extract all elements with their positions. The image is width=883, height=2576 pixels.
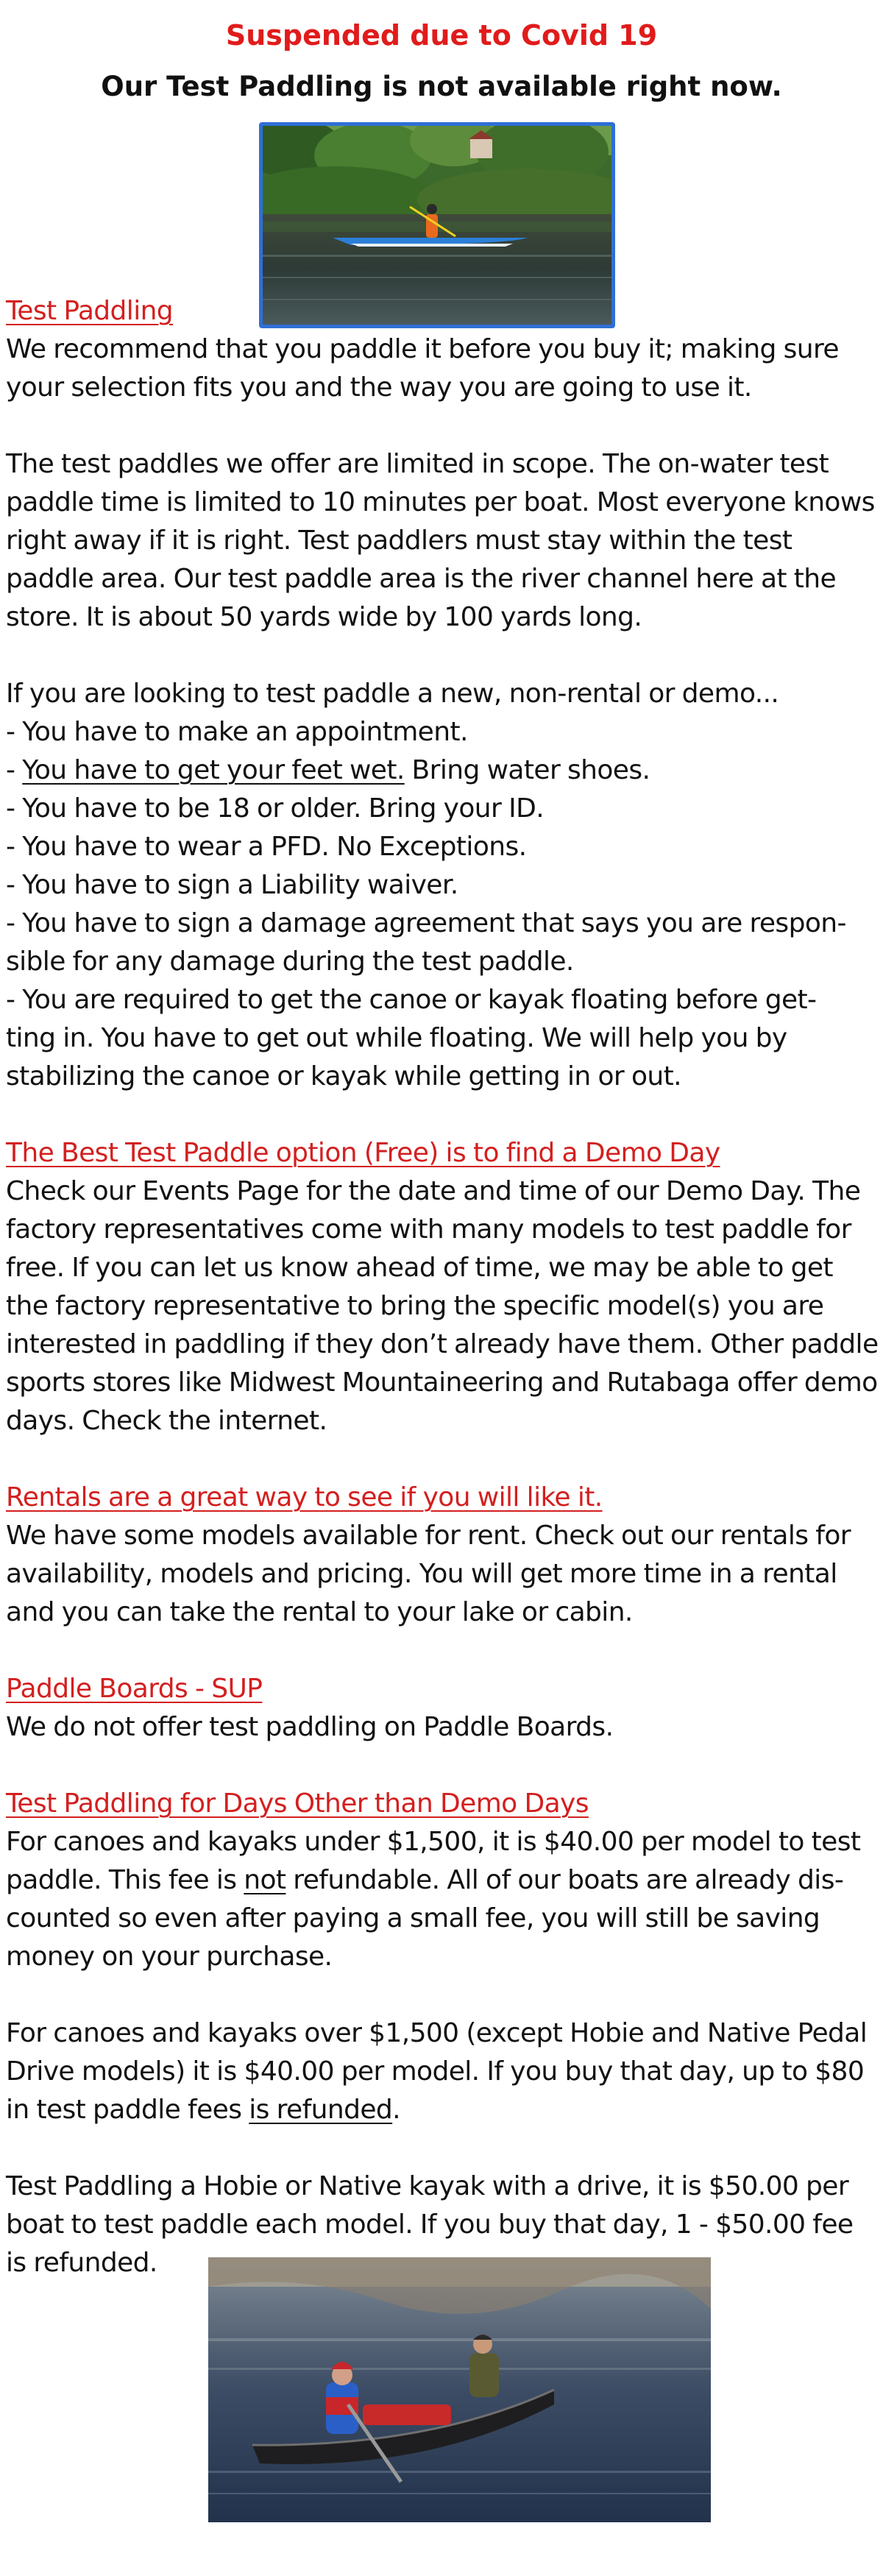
requirements-section: [6, 675, 879, 1096]
canoe-photo-graphic: [208, 2257, 711, 2522]
test-paddling-line-2: your selection fits you and the way you are going to use it.: [6, 372, 752, 403]
requirement-pfd: - You have to wear a PFD. No Exceptions.: [6, 832, 527, 862]
scope-paragraph: The test paddles we offer are limited in scope. The on-water test paddle time is limited to 10 minutes per boat. Most everyone knows right away if it is right. Test paddlers must stay within the test paddle area. Our test paddle area is the river channel here at the store. It is about 50 yards wide by 100 yards long.: [6, 449, 875, 632]
requirement-age: - You have to be 18 or older. Bring your ID.: [6, 793, 545, 824]
demo-day-section: [6, 1134, 879, 1440]
requirement-feet-wet: [6, 751, 879, 790]
demo-day-text: Check our Events Page for the date and time of our Demo Day. The factory representatives come with many models to test paddle for free. If you can let us know ahead of time, we may be able to get the factory representative to bring the specific model(s) you are interested in paddling if they don’t already have them. Other paddle sports stores like Midwest Mountaineering and Rutabaga offer demo days. Check the internet.: [6, 1176, 879, 1436]
requirement-floating-line-1: - You are required to get the canoe or kayak floating before get-: [6, 985, 817, 1015]
sup-text: We do not offer test paddling on Paddle Boards.: [6, 1712, 614, 1742]
sup-heading[interactable]: Paddle Boards - SUP: [6, 1674, 263, 1704]
rentals-heading[interactable]: Rentals are a great way to see if you will like it.: [6, 1482, 603, 1512]
requirement-waiver: - You have to sign a Liability waiver.: [6, 870, 458, 900]
requirement-floating-rest: ting in. You have to get out while floating. We will help you by stabilizing the canoe or kayak while getting in or out.: [6, 1023, 787, 1091]
test-paddling-line-1: We recommend that you paddle it before you buy it; making sure: [6, 334, 839, 364]
test-paddling-heading[interactable]: Test Paddling: [6, 296, 174, 326]
other-days-text-before: For canoes and kayaks under $1,500, it is $40.00 per model to test paddle. This fee is: [6, 1827, 861, 1895]
requirement-feet-wet-underlined: You have to get your feet wet.: [22, 755, 405, 785]
rentals-section: [6, 1479, 879, 1632]
suspended-notice: Suspended due to Covid 19: [225, 19, 658, 52]
over-1500-text-after: .: [392, 2095, 400, 2125]
requirements-intro: If you are looking to test paddle a new, non-rental or demo...: [6, 679, 779, 709]
sup-section: [6, 1670, 879, 1747]
over-1500-paragraph: [6, 2014, 879, 2129]
hobie-paragraph: Test Paddling a Hobie or Native kayak with a drive, it is $50.00 per boat to test paddle each model. If you buy that day, 1 - $50.00 fee is refunded.: [6, 2171, 854, 2278]
canoe-paddlers-photo: [208, 2257, 711, 2522]
other-days-section: [6, 1785, 879, 1976]
requirement-feet-wet-suffix: Bring water shoes.: [404, 755, 650, 785]
rentals-text: We have some models available for rent. Check out our rentals for availability, models and pricing. You will get more time in a rental and you can take the rental to your lake or cabin.: [6, 1521, 851, 1627]
test-paddling-content: [6, 292, 879, 2282]
other-days-text-after: refundable. All of our boats are already dis-: [286, 1865, 844, 1895]
not-available-notice: Our Test Paddling is not available right now.: [101, 71, 782, 102]
demo-day-heading[interactable]: The Best Test Paddle option (Free) is to find a Demo Day: [6, 1138, 720, 1168]
other-days-text-rest: counted so even after paying a small fee, you will still be saving money on your purchase.: [6, 1903, 820, 1972]
test-paddling-section: [6, 292, 879, 407]
requirement-appointment: - You have to make an appointment.: [6, 717, 468, 747]
other-days-not-underlined: not: [244, 1865, 286, 1895]
over-1500-text-before: For canoes and kayaks over $1,500 (except Hobie and Native Pedal Drive models) it is $40.00 per model. If you buy that day, up to $80 in test paddle fees: [6, 2018, 868, 2125]
requirement-damage-agreement-line-1: - You have to sign a damage agreement that says you are respon-: [6, 908, 846, 938]
requirement-feet-wet-prefix: -: [6, 755, 23, 785]
other-days-heading[interactable]: Test Paddling for Days Other than Demo Days: [6, 1788, 589, 1819]
requirement-damage-agreement-line-2: sible for any damage during the test paddle.: [6, 946, 574, 977]
over-1500-refunded-underlined: is refunded: [249, 2095, 393, 2125]
